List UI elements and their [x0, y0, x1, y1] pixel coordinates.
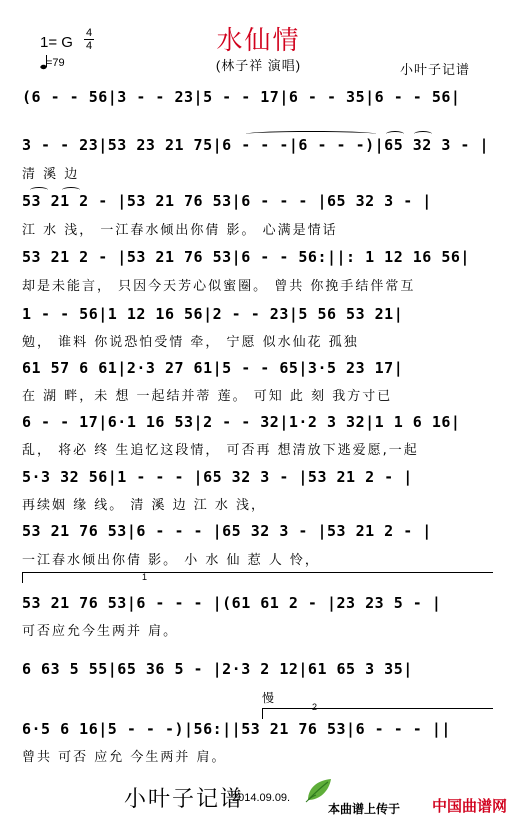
score-line-3: 53 21 2 - |53 21 76 53|6 - - - |65 32 3 - |: [22, 192, 432, 210]
tempo-marking: =79: [46, 57, 65, 69]
score-line-9: 53 21 76 53|6 - - - |65 32 3 - |53 21 2 - |: [22, 522, 432, 540]
key-signature: 1= G: [40, 34, 73, 51]
lyric-line-10: 可否应允今生两并 肩。: [22, 624, 179, 639]
footer-signature: 小叶子记谱: [124, 787, 245, 812]
song-title: 水仙情: [216, 26, 301, 56]
time-signature-top: 4: [85, 27, 93, 39]
slur-mark: [30, 187, 48, 193]
tie-mark: [246, 131, 376, 137]
lyric-line-7: 乱， 将必 终 生追忆这段情， 可否再 想清放下逃爱愿,一起: [22, 443, 419, 458]
time-signature: [84, 28, 94, 51]
score-line-11: 6 63 5 55|65 36 5 - |2·3 2 12|61 65 3 35|: [22, 660, 413, 678]
lyric-line-9: 一江春水倾出你倩 影。 小 水 仙 惹 人 怜，: [22, 553, 320, 568]
score-line-1: (6 - - 56|3 - - 23|5 - - 17|6 - - 35|6 - - 56|: [22, 88, 461, 106]
slur-mark: [386, 131, 404, 137]
score-line-6: 61 57 6 61|2·3 27 61|5 - - 65|3·5 23 17|: [22, 359, 404, 377]
lyric-line-2: 清 溪 边: [22, 167, 80, 182]
tempo-change-marking: 慢: [262, 691, 275, 705]
slur-mark: [62, 187, 80, 193]
site-logo[interactable]: 中国曲谱网: [432, 797, 508, 815]
score-line-4: 53 21 2 - |53 21 76 53|6 - - 56:||: 1 12 16 56|: [22, 248, 470, 266]
score-line-12: 6·5 6 16|5 - - -)|56:||53 21 76 53|6 - - - ||: [22, 720, 451, 738]
transcriber-credit: 小叶子记谱: [400, 62, 471, 77]
lyric-line-12: 曾共 可否 应允 今生两并 肩。: [22, 750, 227, 765]
score-line-2: 3 - - 23|53 23 21 75|6 - - -|6 - - -)|65 32 3 - |: [22, 136, 490, 154]
lyric-line-4: 却是未能言， 只因今天芳心似蜜圈。 曾共 你挽手结伴常互: [22, 279, 416, 294]
volta-bracket-2: [262, 708, 493, 719]
footer-date: 2014.09.09.: [232, 792, 291, 804]
volta-bracket-1: [22, 572, 493, 583]
upload-caption: 本曲谱上传于: [328, 802, 401, 816]
lyric-line-6: 在 湖 畔，未 想 一起结并蒂 莲。 可知 此 刻 我方寸已: [22, 389, 393, 404]
volta-label-1: 1: [142, 572, 148, 582]
lyric-line-8: 再续姻 缘 线。 清 溪 边 江 水 浅，: [22, 498, 267, 513]
time-signature-bottom: 4: [85, 40, 93, 52]
score-line-10: 53 21 76 53|6 - - - |(61 61 2 - |23 23 5 - |: [22, 594, 442, 612]
singer-credit: (林子祥 演唱): [215, 58, 302, 73]
score-line-8: 5·3 32 56|1 - - - |65 32 3 - |53 21 2 - |: [22, 468, 413, 486]
slur-mark: [414, 131, 432, 137]
score-line-5: 1 - - 56|1 12 16 56|2 - - 23|5 56 53 21|: [22, 305, 404, 323]
score-line-7: 6 - - 17|6·1 16 53|2 - - 32|1·2 3 32|1 1 6 16|: [22, 413, 461, 431]
volta-label-2: 2: [312, 702, 318, 712]
lyric-line-5: 勉， 谁料 你说恐怕受情 牵， 宁愿 似水仙花 孤独: [22, 335, 359, 350]
lyric-line-3: 江 水 浅， 一江春水倾出你倩 影。 心满是情话: [22, 223, 338, 238]
